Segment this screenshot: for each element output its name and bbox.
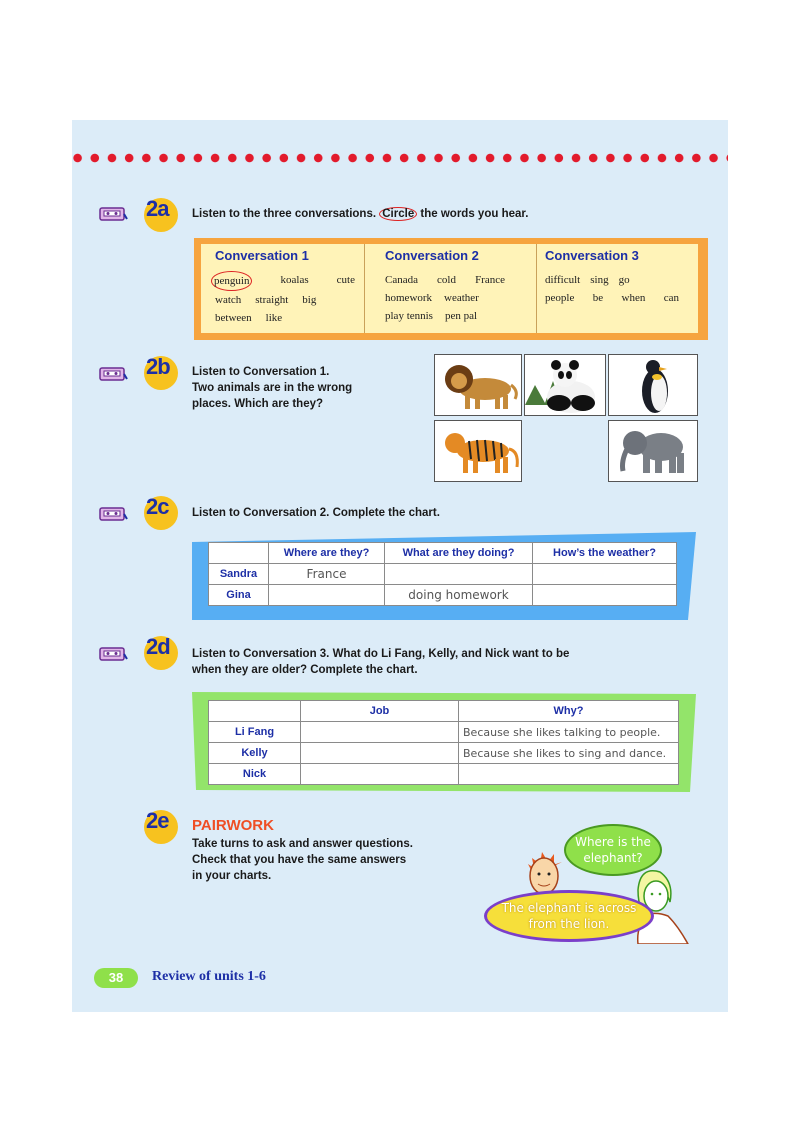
word[interactable]: straight: [255, 294, 289, 306]
table-header-row: [209, 543, 677, 564]
conversation-title: Conversation 1: [215, 248, 309, 263]
answer-cell[interactable]: Because she likes to sing and dance.: [459, 743, 679, 764]
answer-cell[interactable]: [301, 764, 459, 785]
page-number-badge: 38: [94, 968, 138, 988]
word[interactable]: like: [265, 312, 283, 324]
header-cell: Job: [301, 701, 459, 722]
elephant-photo[interactable]: [608, 420, 698, 482]
conversation-words: [215, 271, 355, 327]
cassette-icon: [98, 504, 128, 522]
lion-icon: [435, 355, 521, 415]
instruction-2a: Listen to the three conversations. Circle the words you hear.: [192, 208, 529, 220]
answer-cell[interactable]: [533, 564, 677, 585]
row-name: Gina: [209, 585, 269, 606]
cassette-icon: [98, 204, 128, 222]
table-header-row: [209, 701, 679, 722]
penguin-photo[interactable]: [608, 354, 698, 416]
section-badge-2a: 2a: [144, 198, 178, 232]
instruction-2e: Take turns to ask and answer questions. Check that you have the same answers in your charts.: [192, 838, 413, 882]
conversation-title: Conversation 3: [545, 248, 639, 263]
answer-cell[interactable]: Because she likes talking to people.: [459, 722, 679, 743]
answer-cell[interactable]: [301, 722, 459, 743]
cassette-icon: [98, 364, 128, 382]
word-circled[interactable]: penguin: [211, 271, 252, 291]
panda-photo[interactable]: [524, 354, 606, 416]
header-cell: Why?: [459, 701, 679, 722]
chart-2c: [208, 542, 677, 606]
penguin-icon: [609, 355, 697, 415]
table-row: [209, 564, 677, 585]
tiger-photo[interactable]: [434, 420, 522, 482]
word[interactable]: people: [545, 292, 575, 304]
tiger-icon: [435, 421, 521, 481]
word[interactable]: Canada: [385, 274, 418, 286]
word[interactable]: difficult: [545, 274, 581, 286]
pairwork-title: PAIRWORK: [192, 817, 274, 834]
word[interactable]: when: [621, 292, 646, 304]
conversation-2-column: [364, 244, 537, 333]
word[interactable]: play tennis: [385, 310, 433, 322]
word[interactable]: cold: [437, 274, 456, 286]
table-row: [209, 743, 679, 764]
panda-icon: [525, 355, 605, 415]
footer-title: Review of units 1-6: [152, 969, 266, 984]
table-row: [209, 764, 679, 785]
speech-bubble-answer: The elephant is across from the lion.: [484, 890, 654, 942]
conversation-1-column: [201, 244, 364, 333]
section-badge-2c: 2c: [144, 496, 178, 530]
word[interactable]: weather: [444, 292, 479, 304]
answer-cell[interactable]: [385, 564, 533, 585]
word[interactable]: go: [618, 274, 630, 286]
section-badge-2d: 2d: [144, 636, 178, 670]
conversation-word-box: [194, 238, 708, 340]
word[interactable]: pen pal: [444, 310, 478, 322]
word[interactable]: cute: [336, 274, 355, 286]
conversation-words: [385, 271, 515, 325]
answer-cell[interactable]: France: [269, 564, 385, 585]
word[interactable]: big: [302, 294, 317, 306]
table-row: [209, 585, 677, 606]
section-badge-2b: 2b: [144, 356, 178, 390]
textbook-page: [72, 120, 728, 1012]
word[interactable]: be: [592, 292, 604, 304]
table-row: [209, 722, 679, 743]
elephant-icon: [609, 421, 697, 481]
answer-cell[interactable]: doing homework: [385, 585, 533, 606]
section-badge-2e: 2e: [144, 810, 178, 844]
conversation-words: [545, 271, 679, 307]
chart-2c-frame: [192, 532, 696, 620]
answer-cell[interactable]: [459, 764, 679, 785]
answer-cell[interactable]: [301, 743, 459, 764]
instruction-2c: Listen to Conversation 2. Complete the chart.: [192, 507, 440, 519]
header-cell: [209, 543, 269, 564]
word[interactable]: France: [475, 274, 505, 286]
instruction-2d: Listen to Conversation 3. What do Li Fang, Kelly, and Nick want to be when they are older? Complete the chart.: [192, 648, 570, 676]
lion-photo[interactable]: [434, 354, 522, 416]
word[interactable]: koalas: [280, 274, 309, 286]
word[interactable]: homework: [385, 292, 433, 304]
row-name: Kelly: [209, 743, 301, 764]
row-name: Li Fang: [209, 722, 301, 743]
row-name: Nick: [209, 764, 301, 785]
row-name: Sandra: [209, 564, 269, 585]
header-cell: Where are they?: [269, 543, 385, 564]
word[interactable]: can: [663, 292, 679, 304]
instruction-2b: Listen to Conversation 1. Two animals are in the wrong places. Which are they?: [192, 366, 353, 410]
header-cell: How’s the weather?: [533, 543, 677, 564]
cassette-icon: [98, 644, 128, 662]
chart-2d: [208, 700, 679, 785]
header-cell: [209, 701, 301, 722]
answer-cell[interactable]: [269, 585, 385, 606]
conversation-title: Conversation 2: [385, 248, 479, 263]
word[interactable]: sing: [590, 274, 609, 286]
word[interactable]: watch: [215, 294, 242, 306]
header-cell: What are they doing?: [385, 543, 533, 564]
speech-bubble-question: Where is the elephant?: [564, 824, 662, 876]
conversation-3-column: [536, 244, 699, 333]
chart-2d-frame: [192, 692, 696, 792]
red-dot-border: [72, 152, 728, 164]
answer-cell[interactable]: [533, 585, 677, 606]
word[interactable]: between: [215, 312, 252, 324]
